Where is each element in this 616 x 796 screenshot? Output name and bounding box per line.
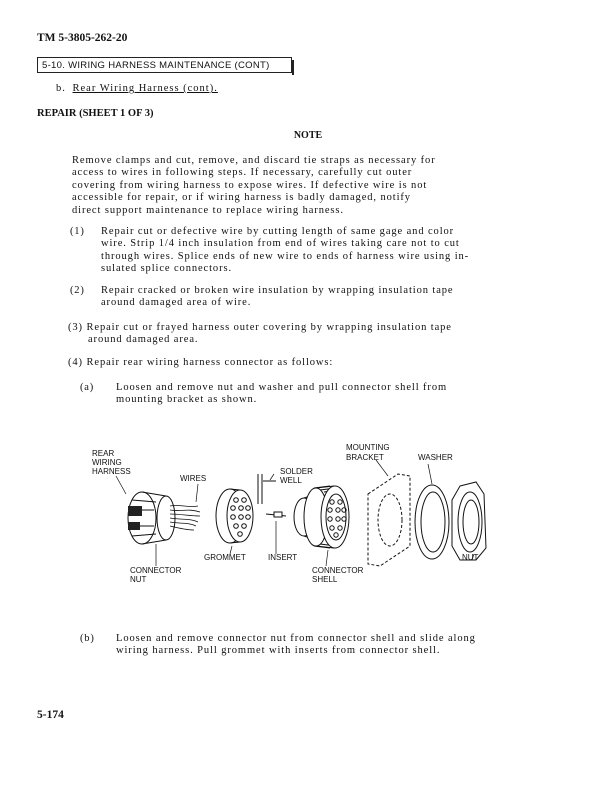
step-3-label: (3)	[68, 322, 83, 333]
connector-nut-drawing	[128, 492, 175, 544]
page-number: 5-174	[37, 709, 64, 721]
step-line: around damaged area.	[88, 334, 199, 346]
step-line: around damaged area of wire.	[101, 297, 252, 309]
connector-exploded-diagram	[80, 436, 490, 594]
note-line: Remove clamps and cut, remove, and discard tie straps as necessary for	[72, 155, 436, 166]
label-wires: WIRES	[180, 474, 207, 483]
step-4	[68, 357, 333, 369]
label-bracket: BRACKET	[346, 453, 384, 462]
step-2-label: (2)	[70, 285, 85, 296]
section-title-box: 5-10. WIRING HARNESS MAINTENANCE (CONT)	[37, 57, 292, 73]
substep-line: wiring harness. Pull grommet with inserts from connector shell.	[116, 645, 441, 657]
substep-b-label: (b)	[80, 633, 95, 644]
step-line: Repair cracked or broken wire insulation by wrapping insulation tape	[101, 285, 454, 296]
label-mounting: MOUNTING	[346, 443, 390, 452]
nut-drawing	[452, 482, 486, 560]
step-line: Repair rear wiring harness connector as follows:	[86, 357, 334, 368]
note-body	[72, 155, 436, 217]
subheading-title: Rear Wiring Harness (cont).	[72, 83, 218, 94]
step-line: through wires. Splice ends of new wire to ends of harness wire using in-	[101, 250, 470, 262]
note-line: accessible for repair, or if wiring harness is badly damaged, notify	[72, 192, 411, 204]
note-line: direct support maintenance to replace wiring harness.	[72, 204, 344, 216]
note-heading: NOTE	[293, 130, 323, 141]
substep-line: mounting bracket as shown.	[116, 394, 258, 406]
step-2-text	[101, 285, 454, 310]
substep-line: Loosen and remove connector nut from connector shell and slide along	[116, 633, 476, 644]
label-solder: SOLDER	[280, 467, 313, 476]
substep-a-text	[116, 382, 447, 407]
label-grommet: GROMMET	[204, 553, 246, 562]
procedure-title: REPAIR (SHEET 1 OF 3)	[37, 108, 154, 119]
subheading	[56, 83, 218, 94]
label-well: WELL	[280, 476, 302, 485]
step-line: sulated splice connectors.	[101, 263, 232, 275]
tm-number-header: TM 5-3805-262-20	[37, 32, 128, 44]
label-connector-nut-2: NUT	[130, 575, 147, 584]
label-connector-nut-1: CONNECTOR	[130, 566, 182, 575]
label-nut: NUT	[462, 553, 479, 562]
step-1-text	[101, 226, 469, 276]
step-line: wire. Strip 1/4 inch insulation from end of wires taking care not to cut	[101, 238, 460, 250]
label-connector-shell-1: CONNECTOR	[312, 566, 364, 575]
substep-b-text	[116, 633, 476, 658]
label-connector-shell-2: SHELL	[312, 575, 338, 584]
label-insert: INSERT	[268, 553, 298, 562]
step-3	[68, 322, 452, 347]
step-3-first-line	[68, 322, 452, 334]
substep-line: Loosen and remove nut and washer and pull connector shell from	[116, 382, 448, 393]
label-harness: HARNESS	[92, 467, 131, 476]
grommet-drawing	[216, 489, 253, 543]
washer-drawing	[415, 485, 449, 559]
label-wiring: WIRING	[92, 458, 122, 467]
step-line: Repair cut or defective wire by cutting length of same gage and color	[101, 226, 455, 237]
mounting-bracket-drawing	[368, 474, 410, 566]
connector-shell-drawing	[294, 486, 349, 548]
step-4-label: (4)	[68, 357, 83, 368]
label-rear: REAR	[92, 449, 115, 458]
substep-a-label: (a)	[80, 382, 95, 393]
subheading-prefix: b.	[56, 83, 66, 94]
step-1-label: (1)	[70, 226, 85, 237]
note-line: covering from wiring harness to expose wires. If defective wire is not	[72, 179, 428, 191]
note-line: access to wires in following steps. If necessary, carefully cut outer	[72, 167, 413, 179]
step-line: Repair cut or frayed harness outer covering by wrapping insulation tape	[86, 322, 452, 333]
label-washer: WASHER	[418, 453, 453, 462]
